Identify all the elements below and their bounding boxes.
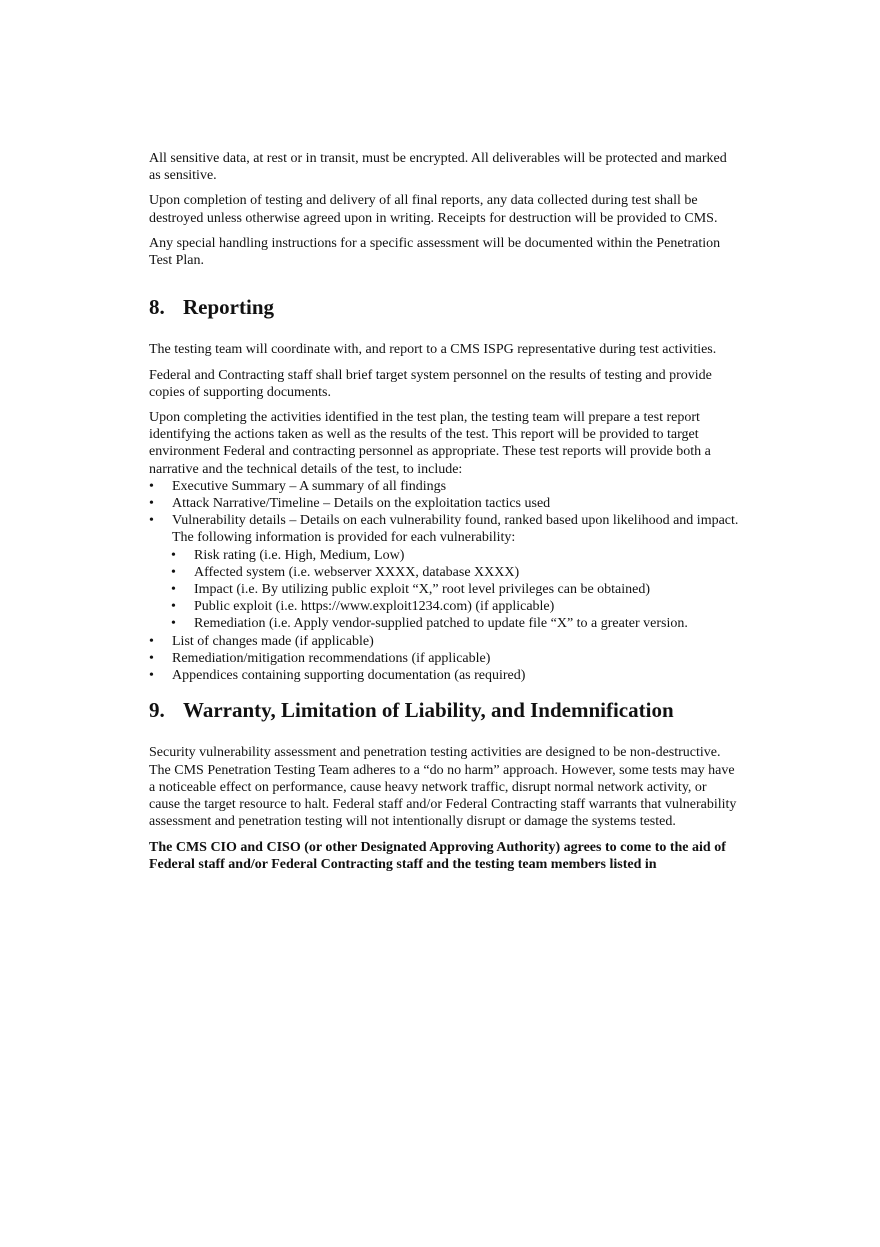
intro-paragraph-1: All sensitive data, at rest or in transit, must be encrypted. All deliverables will be protected and marked as sensitive. — [149, 151, 727, 184]
section-number: 9. — [149, 698, 165, 723]
reporting-paragraph-1: The testing team will coordinate with, and report to a CMS ISPG representative during test activities. — [149, 342, 717, 358]
report-contents-list — [149, 478, 739, 684]
section-number: 8. — [149, 295, 165, 320]
vulnerability-info-sublist — [149, 547, 739, 633]
list-item: • Executive Summary – A summary of all findings — [149, 478, 739, 495]
section-title: Reporting — [183, 295, 274, 320]
sub-list-item: • Remediation (i.e. Apply vendor-supplied patched to update file “X” to a greater version. — [149, 615, 739, 632]
warranty-paragraph-2-bold: The CMS CIO and CISO (or other Designated Approving Authority) agrees to come to the aid of Federal staff and/or Federal Contracting staff and the testing team members listed in — [149, 839, 726, 872]
list-item: • Attack Narrative/Timeline – Details on the exploitation tactics used — [149, 495, 739, 512]
sub-list-item: • Impact (i.e. By utilizing public exploit “X,” root level privileges can be obtained) — [149, 581, 739, 598]
document-page — [149, 150, 739, 881]
reporting-paragraph-2: Federal and Contracting staff shall brief target system personnel on the results of testing and provide copies of supporting documents. — [149, 367, 712, 400]
intro-paragraph-2: Upon completion of testing and delivery of all final reports, any data collected during test shall be destroyed unless otherwise agreed upon in writing. Receipts for destruction will be provided to CMS. — [149, 193, 718, 226]
list-item: • List of changes made (if applicable) — [149, 633, 739, 650]
list-item: • Remediation/mitigation recommendations (if applicable) — [149, 650, 739, 667]
sub-list-item: • Risk rating (i.e. High, Medium, Low) — [149, 547, 739, 564]
sub-list-item: • Public exploit (i.e. https://www.exploit1234.com) (if applicable) — [149, 598, 739, 615]
sub-list-item: • Affected system (i.e. webserver XXXX, database XXXX) — [149, 564, 739, 581]
reporting-paragraph-3: Upon completing the activities identified in the test plan, the testing team will prepare a test report identifying the actions taken as well as the results of the test. This report will be provided to target environment Federal and contracting personnel as appropriate. These test reports will provide both a narrative and the technical details of the test, to include: — [149, 410, 711, 477]
section-heading-reporting — [149, 295, 739, 320]
list-item-text: Vulnerability details – Details on each vulnerability found, ranked based upon likelihood and impact. The following information is provided for each vulnerability: — [172, 513, 739, 546]
warranty-paragraph-1: Security vulnerability assessment and penetration testing activities are designed to be non-destructive. The CMS Penetration Testing Team adheres to a “do no harm” approach. However, some tests may have a noticeable effect on performance, cause heavy network traffic, disrupt normal network activity, or cause the target resource to halt. Federal staff and/or Federal Contracting staff warrants that vulnerability assessment and penetration testing will not intentionally disrupt or damage the systems tested. — [149, 745, 737, 830]
list-item-vulnerability-details — [149, 512, 739, 632]
list-item: • Appendices containing supporting documentation (as required) — [149, 667, 739, 684]
intro-paragraph-3: Any special handling instructions for a specific assessment will be documented within the Penetration Test Plan. — [149, 235, 721, 269]
section-heading-warranty — [149, 698, 739, 723]
section-title: Warranty, Limitation of Liability, and Indemnification — [183, 698, 674, 723]
